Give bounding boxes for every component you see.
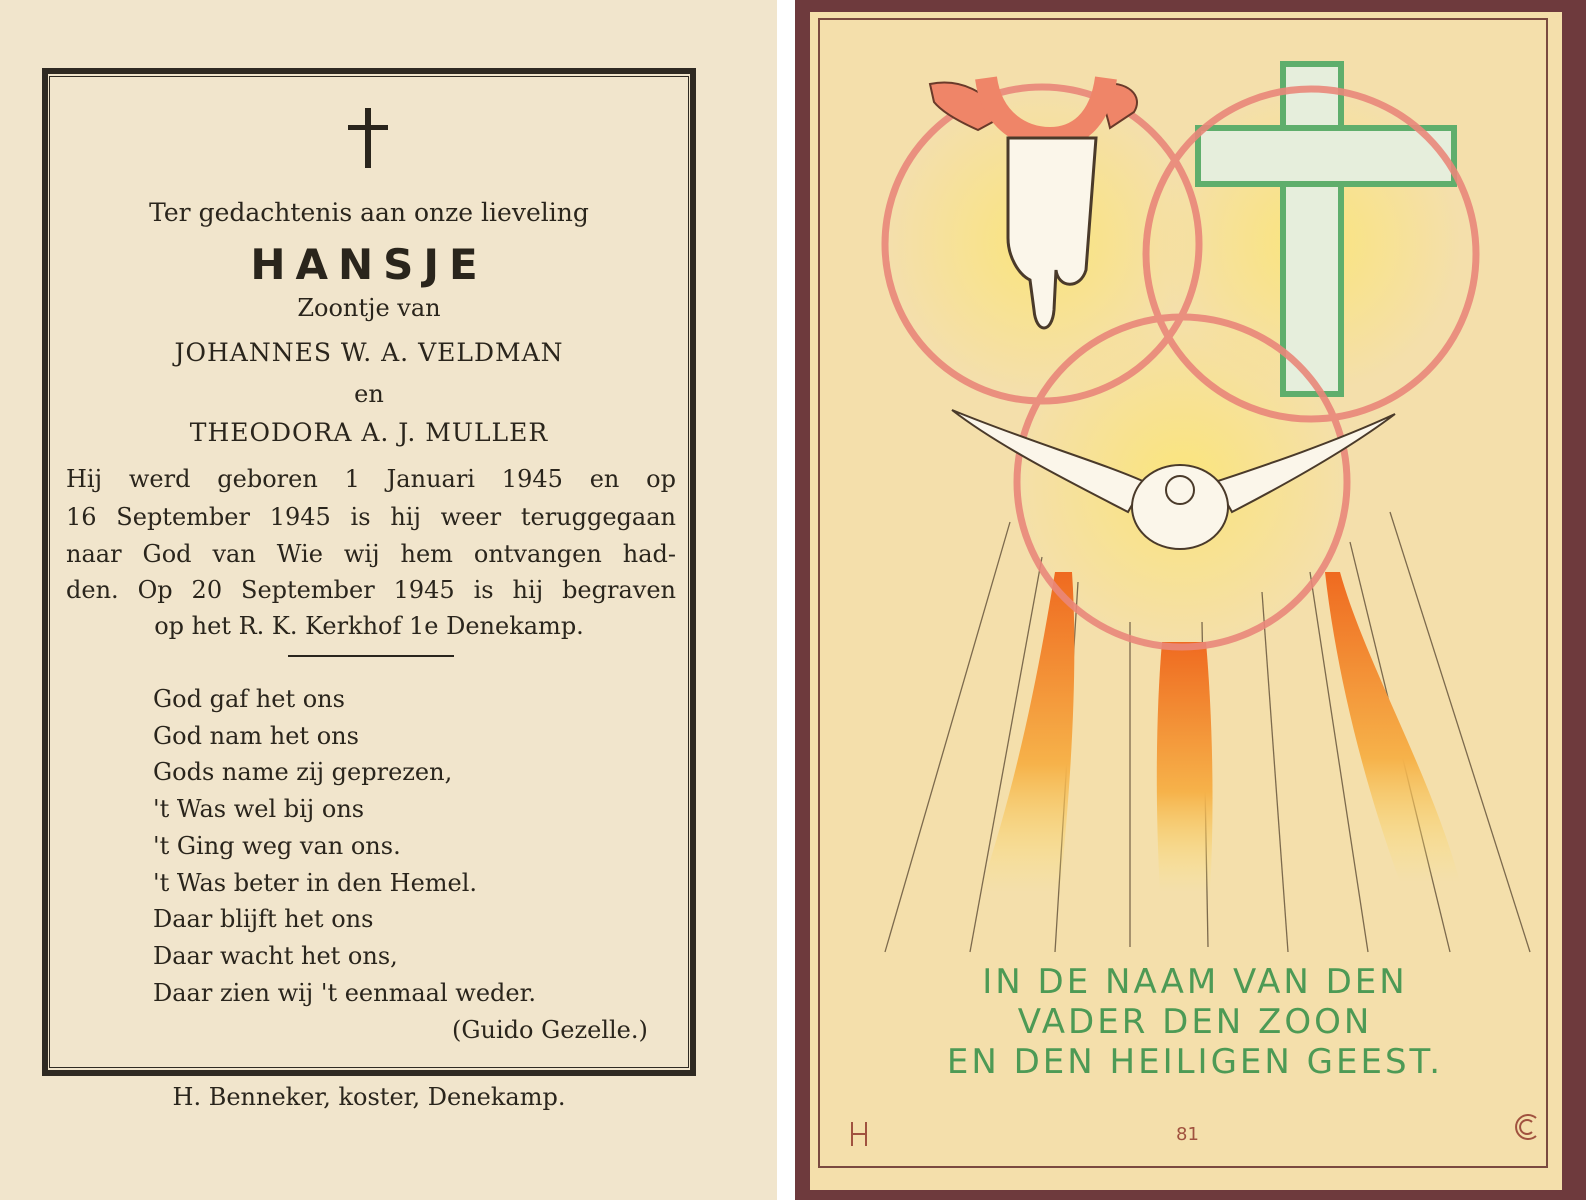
biography-line: naar God van Wie wij hem ontvangen had- [66, 540, 676, 568]
father-name: JOHANNES W. A. VELDMAN [174, 338, 564, 367]
motto-line: EN DEN HEILIGEN GEEST. [946, 1042, 1444, 1082]
artist-monogram-icon [846, 1120, 872, 1148]
motto-line: IN DE NAAM VAN DEN [982, 962, 1408, 1002]
mother-name: THEODORA A. J. MULLER [189, 418, 549, 447]
poem-line: Daar blijft het ons [153, 905, 374, 933]
poem-line: 't Ging weg van ons. [153, 832, 401, 860]
poem-line: God gaf het ons [153, 685, 345, 713]
publisher-mark-icon [1512, 1112, 1542, 1142]
cross-icon [346, 108, 390, 170]
poem-line: 't Was wel bij ons [153, 795, 365, 823]
card-number: 81 [1176, 1124, 1199, 1145]
poem-line: Daar zien wij 't eenmaal weder. [153, 979, 537, 1007]
biography-line: 16 September 1945 is hij weer teruggegaan [66, 503, 676, 531]
deceased-name: HANSJE [250, 240, 488, 289]
flame-left [980, 572, 1074, 892]
printer-credit: H. Benneker, koster, Denekamp. [172, 1083, 566, 1111]
conjunction-text: en [354, 380, 384, 408]
biography-line: op het R. K. Kerkhof 1e Denekamp. [154, 612, 584, 640]
separator-line [288, 655, 454, 657]
poem-line: Daar wacht het ons, [153, 942, 398, 970]
poem-line: God nam het ons [153, 722, 359, 750]
motto-line: VADER DEN ZOON [1017, 1002, 1373, 1042]
memorial-intro: Ter gedachtenis aan onze lieveling [149, 198, 589, 227]
flame-center [1157, 642, 1213, 892]
poem-line: Gods name zij geprezen, [153, 758, 453, 786]
biography-line: Hij werd geboren 1 Januari 1945 en op [66, 465, 676, 493]
poem-line: 't Was beter in den Hemel. [153, 869, 478, 897]
biography-line: den. Op 20 September 1945 is hij begraven [66, 576, 676, 604]
relation-text: Zoontje van [297, 294, 441, 322]
flame-right [1325, 572, 1460, 882]
poem-author: (Guido Gezelle.) [452, 1016, 648, 1044]
